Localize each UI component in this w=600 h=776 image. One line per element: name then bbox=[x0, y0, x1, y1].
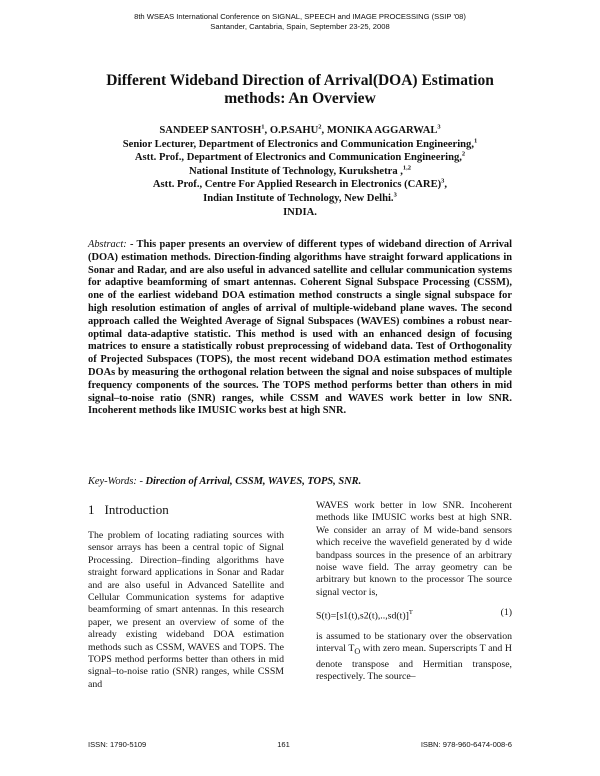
right-paragraph-1: WAVES work better in low SNR. Incoherent methods like IMUSIC works best at high SNR. We consider an array of M wide-band sensors which receive the wavefield generated by d wide bandpass sources in the presence of an arbitrary noise wave field. The array geometry can be arbitrary but known to the processor The source signal vector is, bbox=[316, 500, 512, 598]
abstract-label: Abstract: bbox=[88, 239, 127, 250]
affiliation-2: Astt. Prof., Department of Electronics and Communication Engineering,$^2$ bbox=[134, 150, 466, 164]
author-3: , MONIKA AGGARWAL bbox=[321, 125, 438, 136]
paper-title bbox=[60, 72, 540, 108]
footer-page-number: 161 bbox=[277, 740, 290, 749]
author-names: SANDEEP SANTOSH$^1$, O.P.SAHU$^2$, MONIKA AGGARWAL$^3$ bbox=[159, 123, 441, 136]
keywords-text: Direction of Arrival, CSSM, WAVES, TOPS, SNR. bbox=[142, 476, 362, 487]
affiliation-4: Astt. Prof., Centre For Applied Research in Electronics (CARE)$^3$, bbox=[152, 177, 448, 191]
section-title: Introduction bbox=[104, 502, 169, 517]
intro-paragraph: The problem of locating radiating sources with sensor arrays has been a central topic of Signal Processing. Direction–finding algorithms have straight forward applications in Sonar and Radar and are also useful in Advanced Satellite and Cellular Communication systems for adaptive beamforming of smart antennas. In this research paper, we present an overview of some of the already existing wideband DOA estimation methods such as CSSM, WAVES and TOPS. The TOPS method performs better than others in mid signal–to-noise ratio (SNR) ranges, while CSSM and bbox=[88, 530, 284, 690]
affiliation-5: Indian Institute of Technology, New Delhi.$^3$ bbox=[203, 191, 397, 204]
right-paragraph-2: is assumed to be stationary over the observation interval $T_O$ with zero mean. Superscripts T and H denote transpose and Hermitian transpose, respectively. The source– bbox=[316, 630, 512, 683]
left-column bbox=[88, 530, 284, 691]
section-number: 1 bbox=[88, 502, 95, 517]
affiliation-1: Senior Lecturer, Department of Electronics and Communication Engineering,$^1$ bbox=[122, 137, 478, 150]
header-location: Santander, Cantabria, Spain, September 23-25, 2008 bbox=[210, 21, 390, 31]
running-header bbox=[0, 12, 600, 31]
keywords-label: Key-Words: - bbox=[88, 476, 143, 487]
abstract bbox=[88, 239, 512, 418]
affiliation-country: INDIA. bbox=[283, 206, 317, 218]
author-2: , O.P.SAHU bbox=[264, 125, 319, 136]
author-1: SANDEEP SANTOSH bbox=[159, 125, 262, 136]
page-footer bbox=[88, 740, 512, 749]
header-conference: 8th WSEAS International Conference on SIGNAL, SPEECH and IMAGE PROCESSING (SSIP '08) bbox=[134, 12, 466, 21]
footer-issn: ISSN: 1790-5109 bbox=[88, 740, 147, 749]
author-block bbox=[40, 124, 560, 219]
section-heading bbox=[88, 502, 169, 518]
affiliation-3: National Institute of Technology, Kurukshetra ,$^{1,2}$ bbox=[188, 164, 412, 177]
title-line-2: methods: An Overview bbox=[224, 90, 376, 107]
equation-number: (1) bbox=[500, 607, 512, 619]
equation-1 bbox=[316, 607, 512, 623]
equation-expression: $S(t)=[s1(t),s2(t),..,sd(t)]^T$ bbox=[316, 609, 413, 622]
right-column bbox=[316, 500, 512, 684]
keywords bbox=[88, 476, 512, 489]
abstract-text: - This paper presents an overview of different types of wideband direction of Arrival (DOA) estimation methods. Direction-finding algorithms have straight forward applications in Sonar and Radar, and are also useful in advanced satellite and cellular communication systems for adaptive beamforming of smart antennas. Coherent Signal Subspace Processing (CSSM), one of the earliest wideband DOA estimation method constructs a single signal subspace for high resolution estimation of angles of arrival of multiple-wideband plane waves. The second approach called the Weighted Average of Signal Subspaces (WAVES) combines a robust near-optimal data-adaptive statistic. This method is used with an enhanced design of focusing matrices to ensure a statistically robust preprocessing of wideband data. Test of Orthogonality of Projected Subspaces (TOPS), the most recent wideband DOA estimation method estimates DOAs by measuring the orthogonal relation between the signal and noise subspaces of multiple frequency components of the sources. The TOPS method performs better than others in mid signal–to-noise ratio (SNR) ranges, while CSSM and WAVES work better in low SNR. Incoherent methods like IMUSIC works best at high SNR. bbox=[88, 239, 512, 417]
title-line-1: Different Wideband Direction of Arrival(DOA) Estimation bbox=[106, 72, 494, 89]
footer-isbn: ISBN: 978-960-6474-008-6 bbox=[420, 740, 512, 749]
